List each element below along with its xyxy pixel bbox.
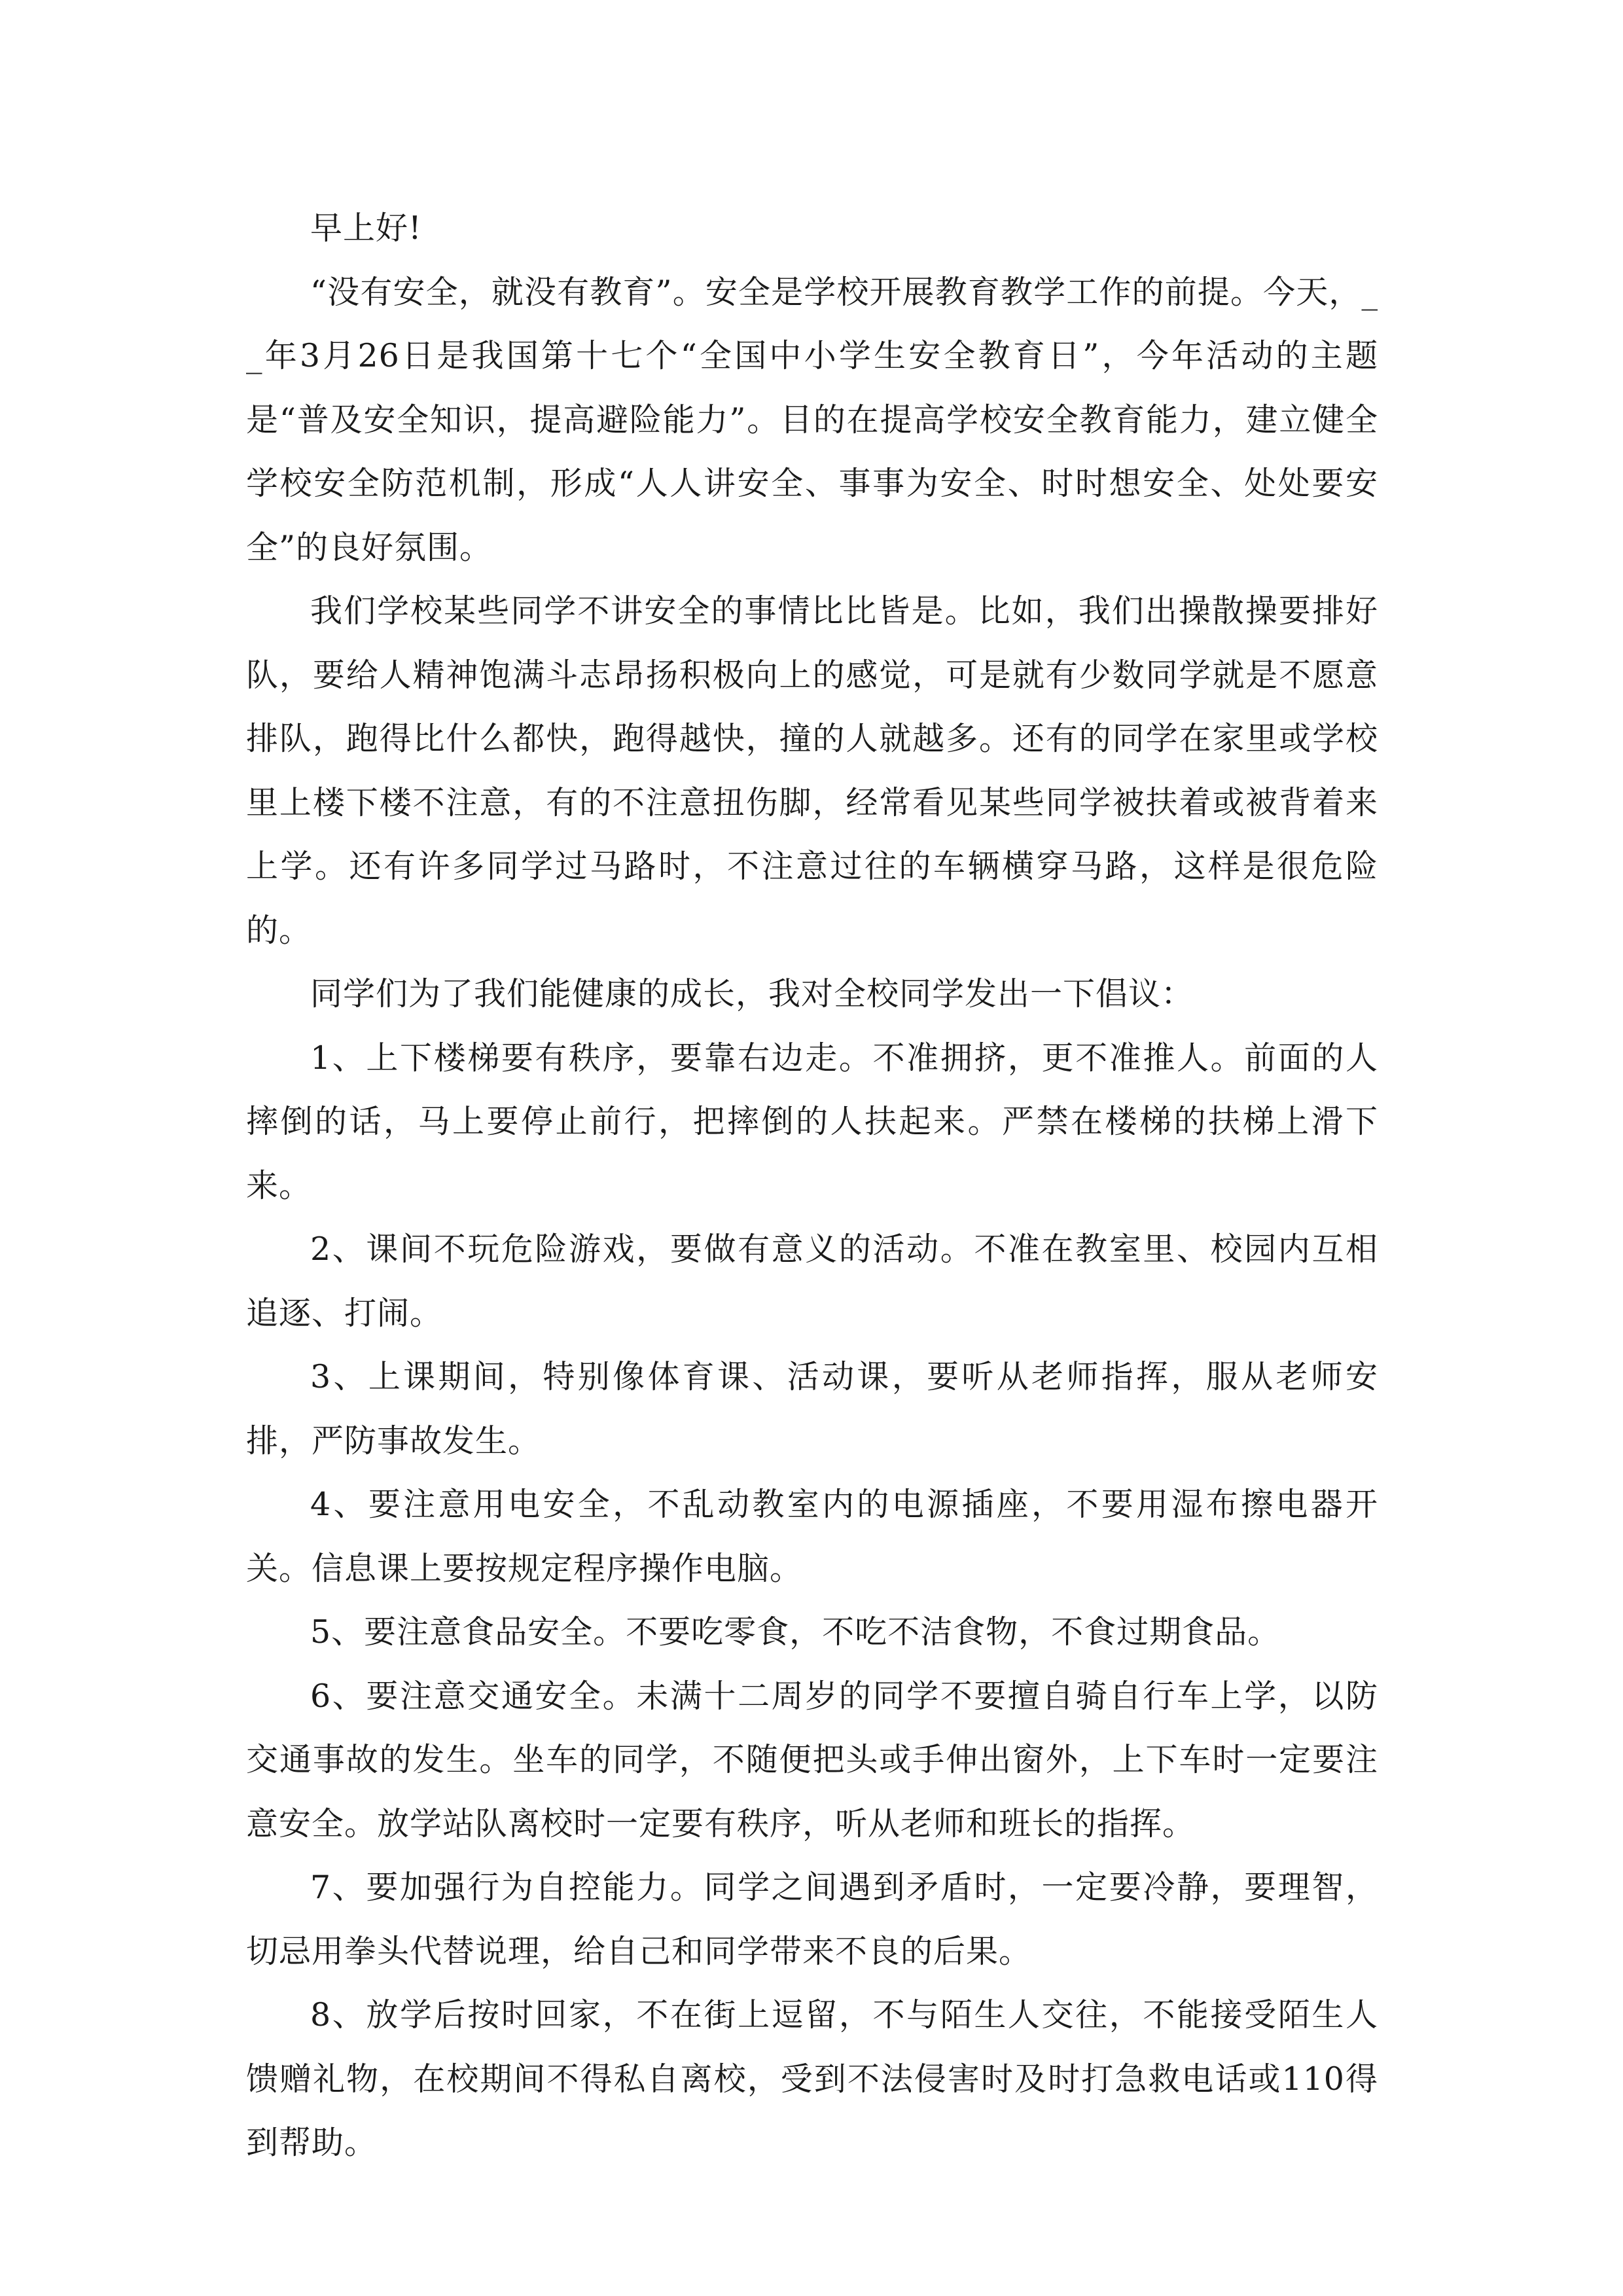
paragraph-intro: “没有安全，就没有教育”。安全是学校开展教育教学工作的前提。今天，__年3月26日是我国第十七个“全国中小学生安全教育日”，今年活动的主题是“普及安全知识，提高避险能力”。目的在提高学校安全教育能力，建立健全学校安全防范机制，形成“人人讲安全、事事为安全、时时想安全、处处要安全”的良好氛围。	[246, 273, 1378, 566]
proposal-item-5: 5、要注意食品安全。不要吃零食，不吃不洁食物，不食过期食品。	[310, 1613, 1281, 1651]
proposal-item-3: 3、上课期间，特别像体育课、活动课，要听从老师指挥，服从老师安排，严防事故发生。	[246, 1358, 1378, 1460]
document-body	[246, 196, 1378, 2175]
proposal-item-8: 8、放学后按时回家，不在街上逗留，不与陌生人交往，不能接受陌生人馈赠礼物，在校期间不得私自离校，受到不法侵害时及时打急救电话或110得到帮助。	[246, 1996, 1378, 2161]
paragraph-proposal-intro: 同学们为了我们能健康的成长，我对全校同学发出一下倡议：	[310, 975, 1194, 1013]
proposal-item-6: 6、要注意交通安全。未满十二周岁的同学不要擅自骑自行车上学，以防交通事故的发生。坐车的同学，不随便把头或手伸出窗外，上下车时一定要注意安全。放学站队离校时一定要有秩序，听从老师和班长的指挥。	[246, 1677, 1378, 1842]
greeting: 早上好!	[310, 209, 422, 247]
proposal-item-7: 7、要加强行为自控能力。同学之间遇到矛盾时，一定要冷静，要理智，切忌用拳头代替说理，给自己和同学带来不良的后果。	[246, 1869, 1378, 1970]
proposal-item-4: 4、要注意用电安全，不乱动教室内的电源插座，不要用湿布擦电器开关。信息课上要按规定程序操作电脑。	[246, 1486, 1378, 1587]
proposal-item-1: 1、上下楼梯要有秩序，要靠右边走。不准拥挤，更不准推人。前面的人摔倒的话，马上要停止前行，把摔倒的人扶起来。严禁在楼梯的扶梯上滑下来。	[246, 1039, 1378, 1204]
paragraph-problems: 我们学校某些同学不讲安全的事情比比皆是。比如，我们出操散操要排好队，要给人精神饱满斗志昂扬积极向上的感觉，可是就有少数同学就是不愿意排队，跑得比什么都快，跑得越快，撞的人就越多。还有的同学在家里或学校里上楼下楼不注意，有的不注意扭伤脚，经常看见某些同学被扶着或被背着来上学。还有许多同学过马路时，不注意过往的车辆横穿马路，这样是很危险的。	[246, 592, 1378, 949]
proposal-item-2: 2、课间不玩危险游戏，要做有意义的活动。不准在教室里、校园内互相追逐、打闹。	[246, 1230, 1378, 1332]
